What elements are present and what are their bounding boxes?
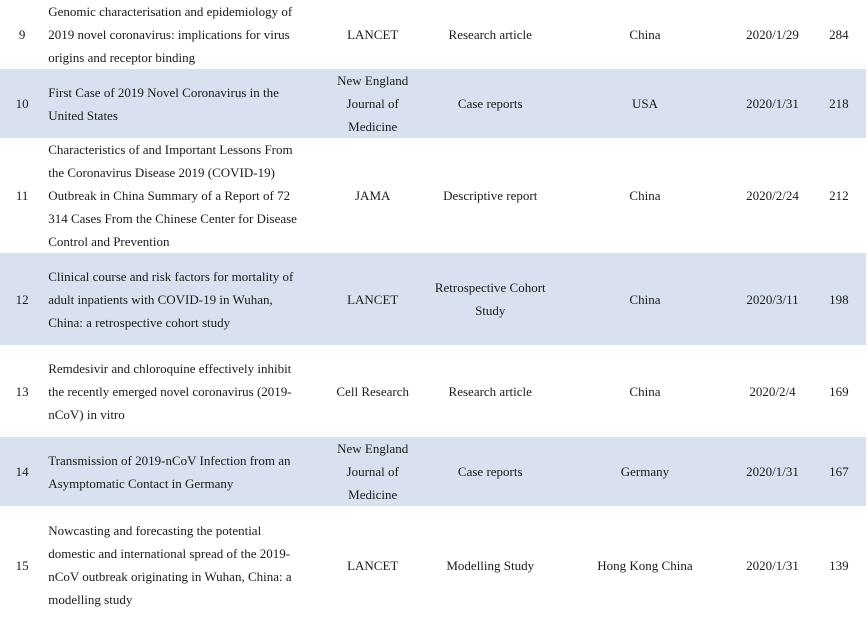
cell-line: Characteristics of and Important Lessons From — [48, 142, 293, 157]
cell-line: LANCET — [347, 27, 399, 42]
publication-date: 2020/1/29 — [746, 27, 799, 42]
row-number: 11 — [15, 188, 29, 203]
row-number: 10 — [0, 69, 44, 138]
cell-line: Journal of — [346, 464, 399, 479]
cell-line: Clinical course and risk factors for mortality of — [48, 268, 294, 284]
journal-name — [321, 138, 423, 253]
publication-date: 2020/1/31 — [746, 557, 799, 573]
citation-count: 212 — [829, 188, 849, 203]
cell-line: Remdesivir and chloroquine effectively inhibit — [48, 360, 292, 376]
table-row — [0, 253, 866, 345]
journal-name — [321, 506, 423, 621]
row-number: 14 — [0, 437, 44, 506]
cell-line: Transmission of 2019-nCoV Infection from an — [48, 452, 291, 468]
cell-line: New England — [337, 441, 409, 456]
article-title — [44, 506, 321, 621]
country: USA — [557, 69, 734, 138]
journal-name — [321, 437, 423, 506]
country: China — [557, 253, 734, 345]
article-type — [424, 345, 557, 437]
cell-line: Nowcasting and forecasting the potential — [48, 523, 262, 538]
cell-line: LANCET — [347, 291, 399, 307]
cell-line: Retrospective Cohort — [434, 280, 546, 295]
cell-line: the Coronavirus Disease 2019 (COVID-19) — [48, 165, 275, 180]
cell-line: modelling study — [48, 592, 133, 607]
article-type — [424, 506, 557, 621]
country: Hong Kong China — [597, 557, 693, 573]
cell-line: China: a retrospective cohort study — [48, 314, 231, 330]
table-row — [0, 69, 866, 138]
article-title — [44, 0, 321, 69]
row-number: 15 — [15, 557, 29, 573]
article-type — [424, 437, 557, 506]
cell-line: Journal of — [346, 96, 399, 111]
cell-line: New England — [337, 73, 409, 88]
publication-date: 2020/1/31 — [733, 437, 811, 506]
cell-line: the recently emerged novel coronavirus (2019- — [48, 383, 292, 399]
citation-count: 139 — [829, 557, 849, 573]
citation-count: 284 — [829, 27, 849, 42]
cell-line: Genomic characterisation and epidemiology of — [48, 4, 293, 19]
publication-date: 2020/2/24 — [746, 188, 799, 203]
cell-line: 2019 novel coronavirus: implications for virus — [48, 27, 290, 42]
cell-line: Study — [475, 303, 506, 318]
journal-name — [321, 69, 423, 138]
cell-line: Medicine — [348, 119, 398, 134]
article-title — [44, 253, 321, 345]
journal-name — [321, 253, 423, 345]
cell-line: JAMA — [355, 188, 391, 203]
cell-line: Modelling Study — [446, 557, 535, 573]
row-number: 13 — [15, 383, 29, 399]
cell-line: Case reports — [457, 464, 523, 479]
table-row — [0, 506, 866, 621]
article-type — [424, 138, 557, 253]
cell-line: 314 Cases From the Chinese Center for Disease — [48, 211, 297, 226]
cell-line: nCoV outbreak originating in Wuhan, China: a — [48, 569, 292, 584]
cell-line: Medicine — [348, 487, 398, 502]
cell-line: Cell Research — [336, 383, 409, 399]
publication-date: 2020/1/31 — [733, 69, 811, 138]
article-type — [424, 0, 557, 69]
citation-count: 169 — [829, 383, 849, 399]
citation-count: 198 — [812, 253, 866, 345]
row-number: 12 — [0, 253, 44, 345]
publication-date: 2020/3/11 — [733, 253, 811, 345]
table-row — [0, 437, 866, 506]
table-row — [0, 345, 866, 437]
row-number: 9 — [18, 27, 26, 42]
article-title — [44, 69, 321, 138]
country: China — [629, 383, 661, 399]
cell-line: Asymptomatic Contact in Germany — [48, 475, 234, 491]
cell-line: Case reports — [457, 96, 523, 111]
citation-count: 167 — [812, 437, 866, 506]
citation-count: 218 — [812, 69, 866, 138]
cell-line: First Case of 2019 Novel Coronavirus in the — [48, 84, 279, 100]
cell-line: Research article — [448, 383, 532, 399]
article-type — [424, 253, 557, 345]
cell-line: adult inpatients with COVID-19 in Wuhan, — [48, 291, 273, 307]
journal-name — [321, 0, 423, 69]
cell-line: Outbreak in China Summary of a Report of 72 — [48, 188, 291, 203]
cell-line: nCoV) in vitro — [48, 406, 125, 422]
country: China — [629, 188, 661, 203]
journal-name — [321, 345, 423, 437]
cell-line: United States — [48, 107, 118, 123]
article-type — [424, 69, 557, 138]
table-row — [0, 0, 866, 69]
cell-line: Research article — [448, 27, 532, 42]
country: China — [629, 27, 661, 42]
cell-line: origins and receptor binding — [48, 50, 196, 65]
cell-line: Control and Prevention — [48, 234, 170, 249]
country: Germany — [557, 437, 734, 506]
article-title — [44, 345, 321, 437]
article-title — [44, 437, 321, 506]
cell-line: domestic and international spread of the 2019- — [48, 546, 291, 561]
cell-line: LANCET — [347, 557, 399, 573]
cell-line: Descriptive report — [443, 188, 538, 203]
table-row — [0, 138, 866, 253]
publication-date: 2020/2/4 — [749, 383, 796, 399]
article-title — [44, 138, 321, 253]
